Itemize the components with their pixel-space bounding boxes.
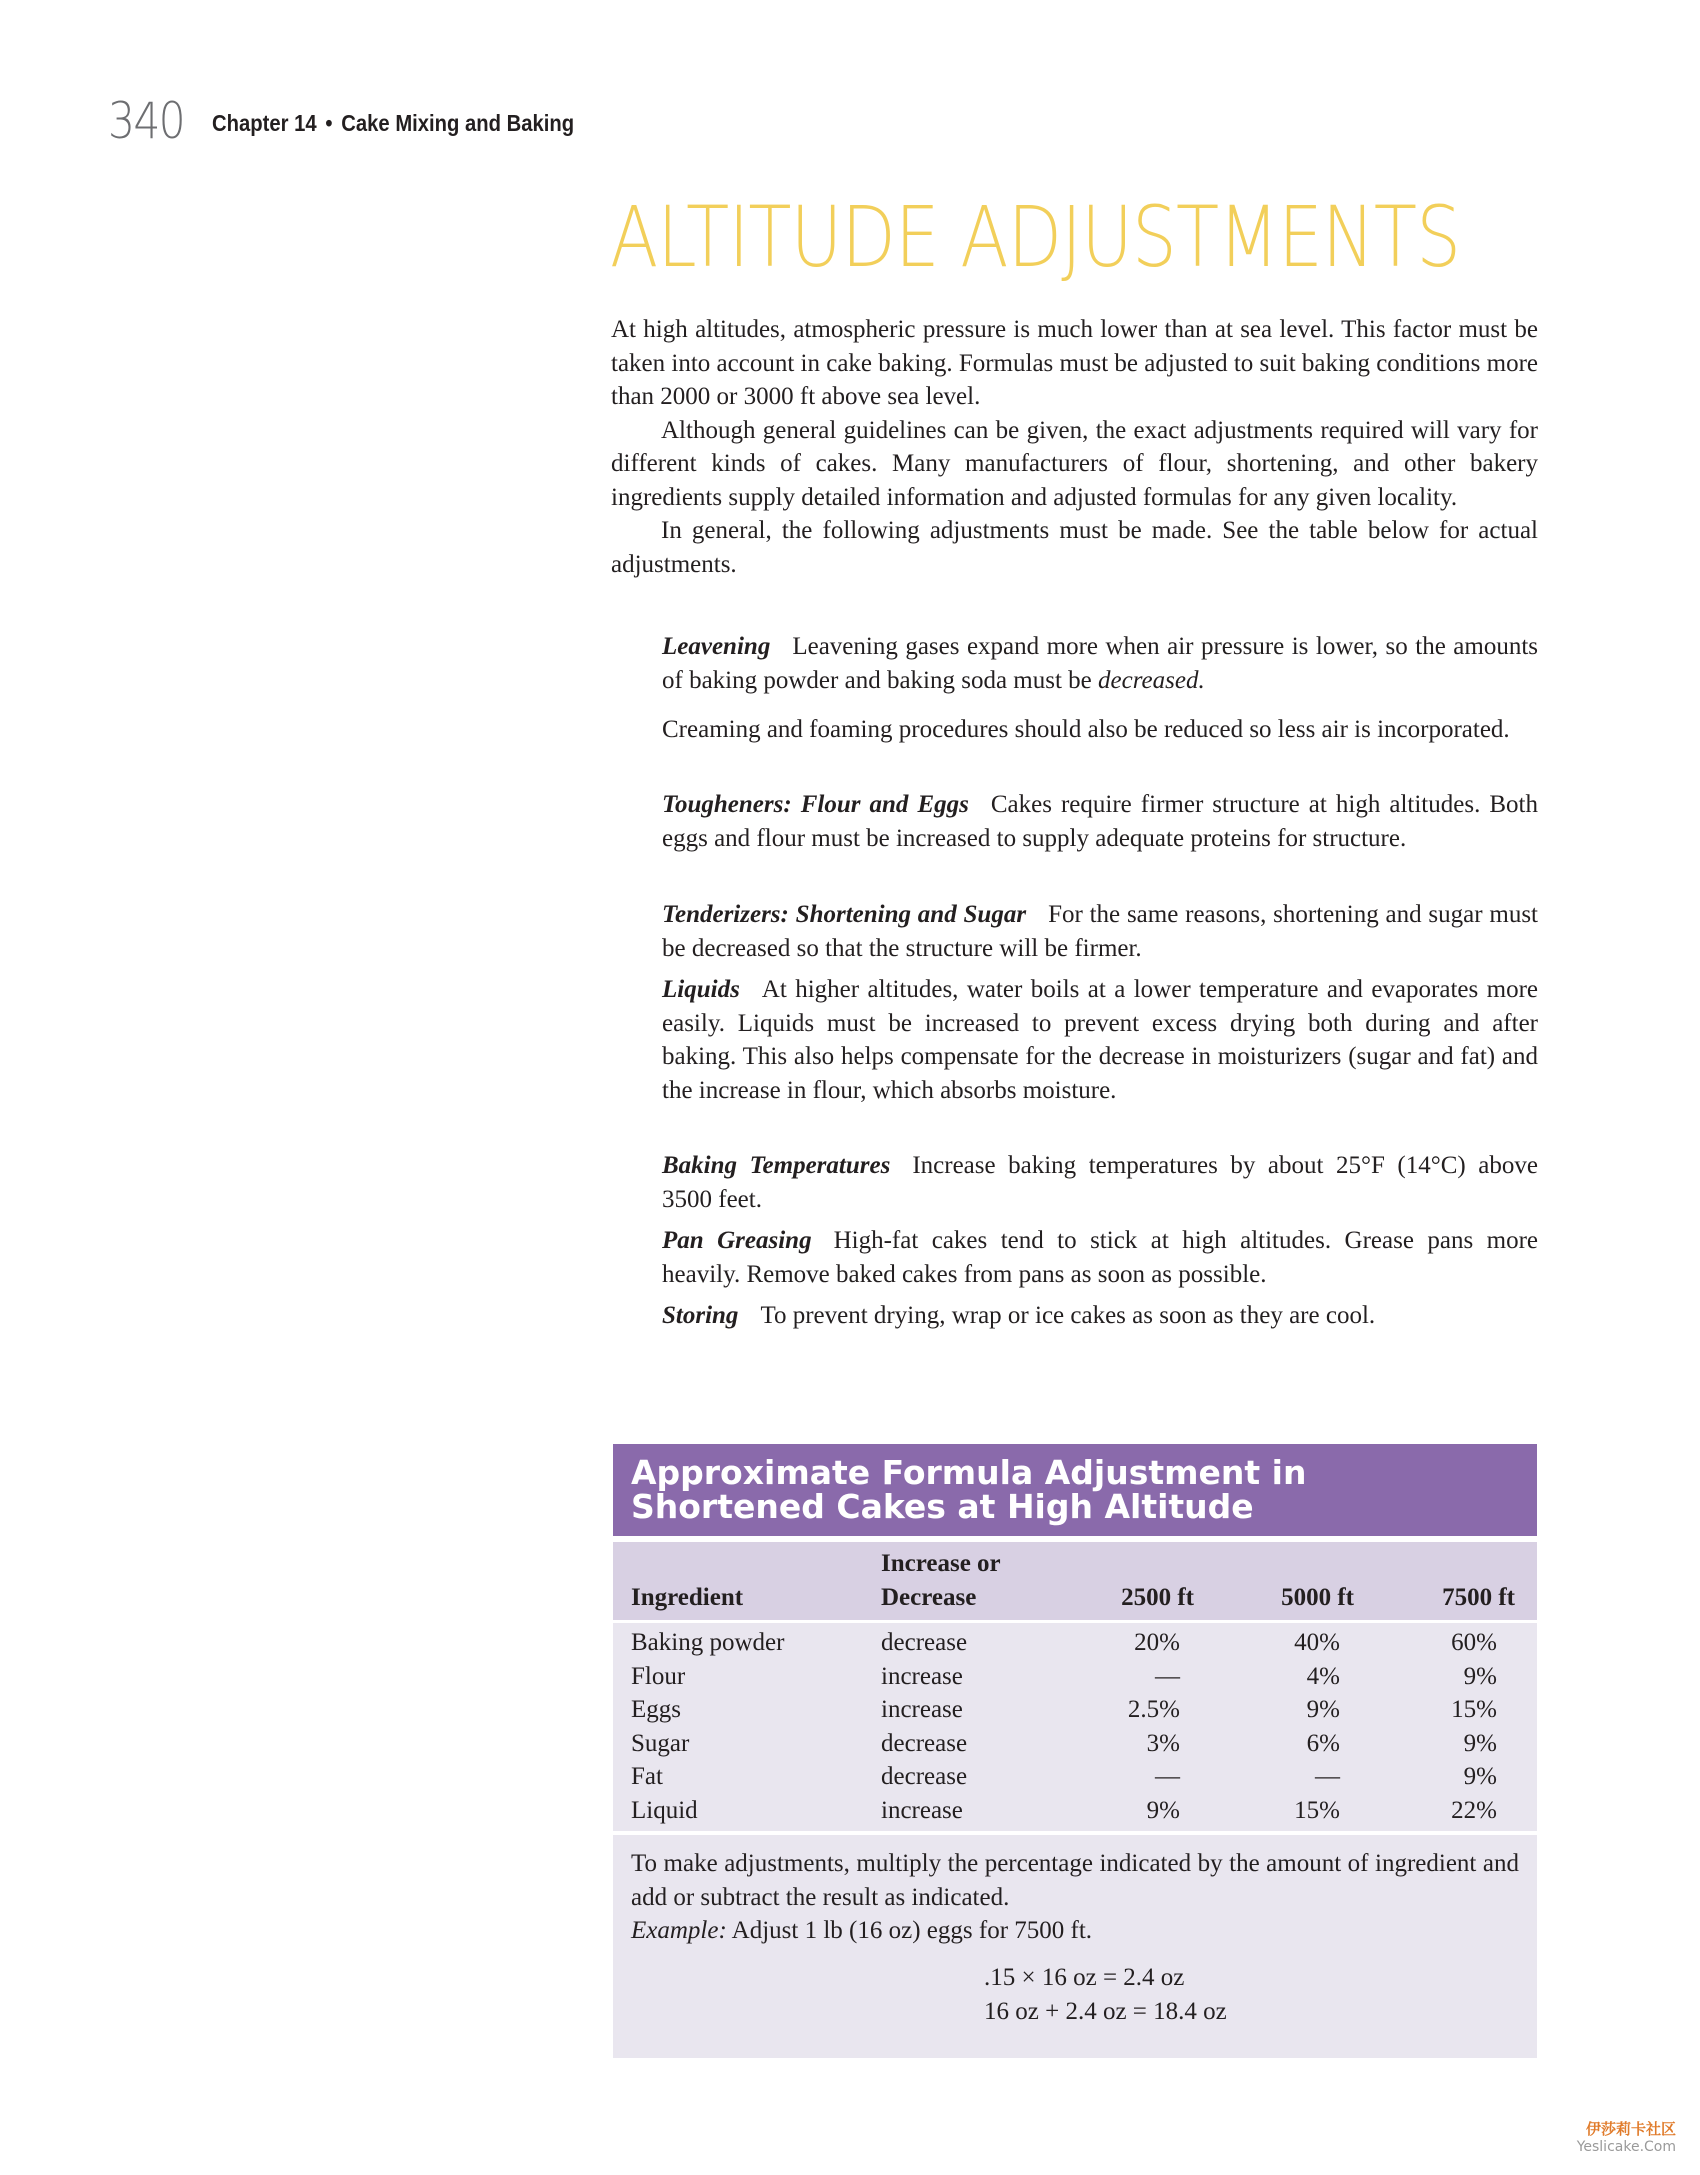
row-2500ft: 20% bbox=[1134, 1629, 1180, 1656]
row-direction: increase bbox=[881, 1796, 963, 1824]
page-number: 340 bbox=[108, 92, 185, 150]
adjustment-term: Leavening bbox=[662, 633, 771, 660]
row-7500ft: 9% bbox=[1463, 1662, 1497, 1690]
adjustment-text: To prevent drying, wrap or ice cakes as soon as they are cool. bbox=[760, 1302, 1376, 1329]
adjustment-text: At higher altitudes, water boils at a lower temperature and evaporates more easily. Liquids must be increased to prevent excess drying both during and after baking. This also helps compensate for the decrease in moisturizers (sugar and fat) and the increase in flour, which absorbs moisture. bbox=[662, 976, 1538, 1104]
adjustment-text: Cakes require firmer structure at high altitudes. Both eggs and flour must be increased to supply adequate proteins for structure. bbox=[662, 791, 1538, 852]
example-label: Example: bbox=[631, 1917, 727, 1944]
intro-text bbox=[611, 313, 1538, 581]
header-5000ft: 5000 ft bbox=[1281, 1584, 1354, 1611]
row-direction: decrease bbox=[881, 1729, 968, 1757]
chapter-label: Chapter 14 bbox=[212, 110, 317, 136]
adjustment-liquids bbox=[662, 973, 1538, 1107]
intro-paragraph: Although general guidelines can be given, the exact adjustments required will vary for different kinds of cakes. Many manufacturers of flour, shortening, and other bakery ingredients supply detailed information and adjusted formulas for any given locality. bbox=[611, 416, 1538, 511]
adjustment-text: Leavening gases expand more when air pressure is lower, so the amounts of baking powder and baking soda must be bbox=[662, 633, 1538, 694]
row-direction: decrease bbox=[881, 1763, 968, 1790]
row-direction: decrease bbox=[881, 1629, 968, 1656]
table-note bbox=[613, 1835, 1537, 2058]
intro-paragraph: At high altitudes, atmospheric pressure is much lower than at sea level. This factor must be taken into account in cake baking. Formulas must be adjusted to suit baking conditions more than 2000 or 3000 ft above sea level. bbox=[611, 316, 1538, 410]
example-text: Adjust 1 lb (16 oz) eggs for 7500 ft. bbox=[731, 1917, 1093, 1944]
header-direction bbox=[881, 1547, 1001, 1615]
row-ingredient: Flour bbox=[631, 1662, 686, 1690]
row-5000ft: — bbox=[1315, 1763, 1340, 1790]
adjustment-term: Baking Temperatures bbox=[662, 1152, 891, 1179]
adjustment-tenderizers bbox=[662, 898, 1538, 965]
row-5000ft: 4% bbox=[1306, 1662, 1340, 1690]
row-2500ft: 9% bbox=[1146, 1796, 1180, 1824]
row-ingredient: Eggs bbox=[631, 1696, 681, 1723]
header-direction-line: Increase or bbox=[881, 1550, 1001, 1577]
chapter-heading bbox=[212, 110, 574, 137]
chapter-title: Cake Mixing and Baking bbox=[341, 110, 575, 136]
table-title-line: Approximate Formula Adjustment in bbox=[631, 1453, 1307, 1492]
row-7500ft: 60% bbox=[1451, 1629, 1497, 1656]
row-ingredient: Baking powder bbox=[631, 1629, 785, 1656]
table-title bbox=[613, 1444, 1537, 1536]
row-5000ft: 15% bbox=[1294, 1796, 1340, 1824]
bullet-separator: • bbox=[325, 110, 333, 136]
table-title-line: Shortened Cakes at High Altitude bbox=[631, 1487, 1254, 1526]
adjustment-term: Pan Greasing bbox=[662, 1227, 812, 1254]
row-7500ft: 9% bbox=[1463, 1729, 1497, 1757]
row-5000ft: 9% bbox=[1306, 1696, 1340, 1723]
row-5000ft: 6% bbox=[1306, 1729, 1340, 1757]
row-ingredient: Liquid bbox=[631, 1796, 698, 1824]
row-2500ft: 2.5% bbox=[1127, 1696, 1180, 1723]
adjustment-term: Tougheners: Flour and Eggs bbox=[662, 791, 969, 818]
adjustment-text: Increase baking temperatures by about 25°F (14°C) above 3500 feet. bbox=[662, 1152, 1538, 1213]
watermark-chinese: 伊莎莉卡社区 bbox=[1585, 2120, 1676, 2138]
section-title: ALTITUDE ADJUSTMENTS bbox=[610, 188, 1461, 286]
header-ingredient: Ingredient bbox=[631, 1584, 744, 1611]
row-direction: increase bbox=[881, 1662, 963, 1690]
adjustment-storing bbox=[662, 1299, 1538, 1333]
row-2500ft: — bbox=[1155, 1662, 1180, 1690]
adjustment-term: Liquids bbox=[662, 976, 740, 1003]
example-calculation bbox=[984, 1961, 1227, 2028]
adjustment-text: High-fat cakes tend to stick at high altitudes. Grease pans more heavily. Remove baked cakes from pans as soon as possible. bbox=[662, 1227, 1539, 1288]
table-body bbox=[613, 1623, 1537, 1831]
row-2500ft: — bbox=[1155, 1763, 1180, 1790]
row-5000ft: 40% bbox=[1294, 1629, 1340, 1656]
row-7500ft: 15% bbox=[1451, 1696, 1497, 1723]
adjustment-text: For the same reasons, shortening and sugar must be decreased so that the structure will be firmer. bbox=[662, 901, 1538, 962]
note-text bbox=[631, 1847, 1519, 1948]
adjustment-leavening-followup: Creaming and foaming procedures should also be reduced so less air is incorporated. bbox=[662, 716, 1510, 743]
calc-line: 16 oz + 2.4 oz = 18.4 oz bbox=[984, 1997, 1227, 2025]
row-7500ft: 9% bbox=[1463, 1763, 1497, 1790]
row-ingredient: Fat bbox=[631, 1763, 663, 1790]
note-example bbox=[631, 1914, 1519, 1948]
header-2500ft: 2500 ft bbox=[1121, 1584, 1194, 1611]
intro-paragraph: In general, the following adjustments must be made. See the table below for actual adjustments. bbox=[611, 517, 1538, 578]
note-instruction: To make adjustments, multiply the percentage indicated by the amount of ingredient and add or subtract the result as indicated. bbox=[631, 1850, 1519, 1911]
watermark bbox=[1577, 2120, 1676, 2156]
altitude-adjustment-table bbox=[613, 1444, 1537, 2058]
adjustment-baking-temperatures bbox=[662, 1149, 1538, 1216]
header-7500ft: 7500 ft bbox=[1442, 1584, 1515, 1611]
row-2500ft: 3% bbox=[1146, 1729, 1180, 1757]
row-direction: increase bbox=[881, 1696, 963, 1723]
adjustment-leavening bbox=[662, 630, 1538, 697]
row-7500ft: 22% bbox=[1451, 1796, 1497, 1824]
calc-line: .15 × 16 oz = 2.4 oz bbox=[984, 1964, 1185, 1991]
adjustment-pan-greasing bbox=[662, 1224, 1538, 1291]
adjustment-term: Tenderizers: Shortening and Sugar bbox=[662, 901, 1027, 928]
table-header-row bbox=[613, 1542, 1537, 1620]
row-ingredient: Sugar bbox=[631, 1729, 690, 1757]
adjustment-emphasis: decreased. bbox=[1098, 666, 1205, 694]
watermark-site: Yeslicake.Com bbox=[1576, 2139, 1676, 2155]
adjustment-tougheners bbox=[662, 788, 1538, 855]
adjustment-term: Storing bbox=[662, 1302, 739, 1329]
header-direction-line: Decrease bbox=[881, 1584, 977, 1611]
